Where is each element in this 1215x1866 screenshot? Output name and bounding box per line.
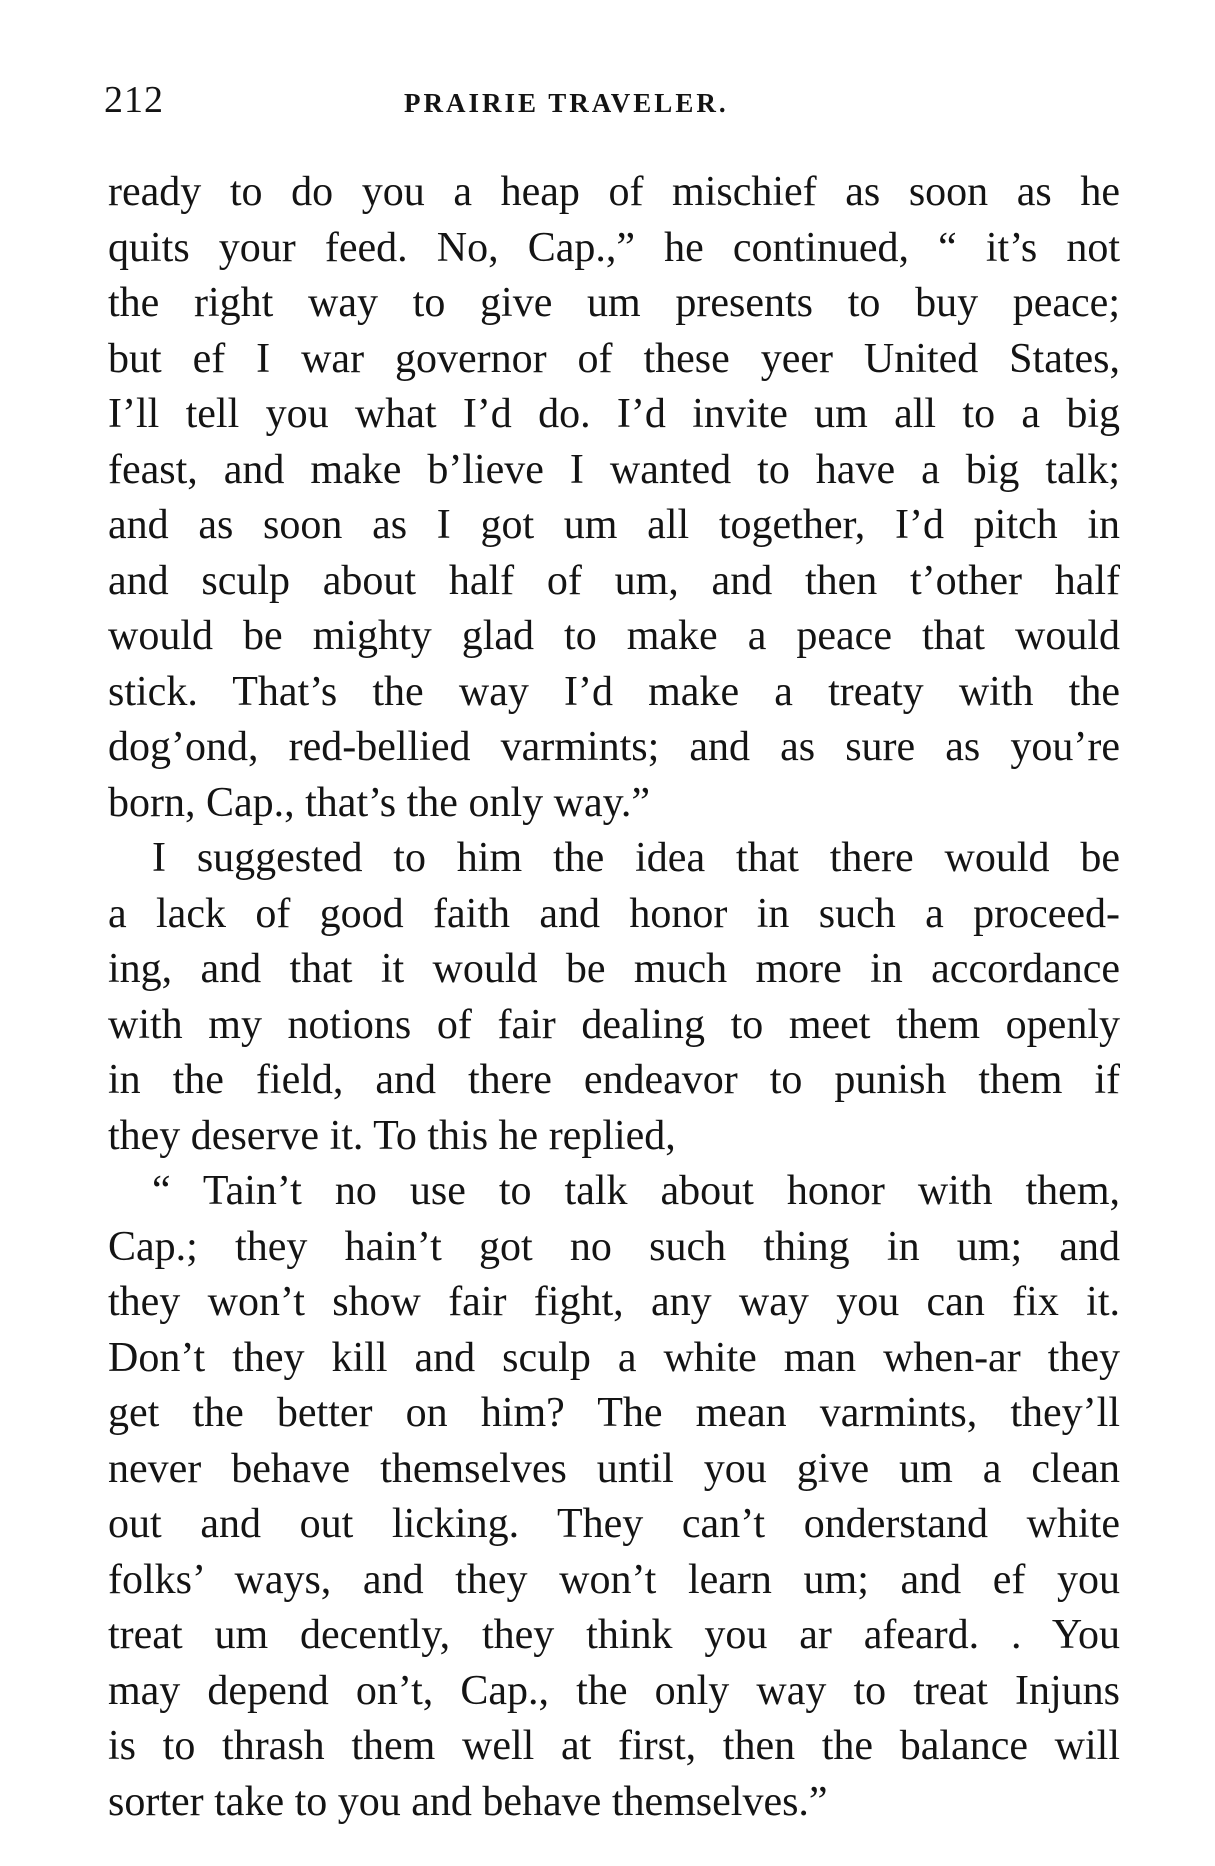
text-line: I’ll tell you what I’d do. I’d invite um all to a big bbox=[108, 391, 1120, 437]
text-line: with my notions of fair dealing to meet them openly bbox=[108, 1001, 1120, 1048]
text-line: treat um decently, they think you ar afeard. . You bbox=[108, 1612, 1120, 1658]
running-title: PRAIRIE TRAVELER. bbox=[404, 88, 729, 118]
text-line: and as soon as I got um all together, I’d pitch in bbox=[108, 502, 1120, 548]
running-header bbox=[104, 78, 1128, 128]
text-line: never behave themselves until you give um a clean bbox=[108, 1445, 1120, 1492]
text-line: but ef I war governor of these yeer United States, bbox=[108, 335, 1120, 382]
text-line: is to thrash them well at first, then the balance will bbox=[108, 1723, 1120, 1769]
text-line: and sculp about half of um, and then t’other half bbox=[108, 557, 1120, 604]
text-line: folks’ ways, and they won’t learn um; and ef you bbox=[108, 1556, 1120, 1603]
text-line: ready to do you a heap of mischief as soon as he bbox=[108, 169, 1120, 215]
text-line: ing, and that it would be much more in accordance bbox=[108, 946, 1120, 992]
text-line: would be mighty glad to make a peace that would bbox=[108, 613, 1120, 659]
text-line: stick. That’s the way I’d make a treaty with the bbox=[108, 668, 1120, 715]
text-line: sorter take to you and behave themselves.” bbox=[108, 1778, 828, 1825]
text-line: they deserve it. To this he replied, bbox=[108, 1112, 676, 1159]
text-line: may depend on’t, Cap., the only way to treat Injuns bbox=[108, 1667, 1120, 1714]
text-line: a lack of good faith and honor in such a proceed- bbox=[108, 890, 1120, 937]
text-line: quits your feed. No, Cap.,” he continued, “ it’s not bbox=[108, 224, 1120, 271]
page-number: 212 bbox=[104, 79, 164, 121]
text-line: get the better on him? The mean varmints, they’ll bbox=[108, 1390, 1120, 1436]
text-line: feast, and make b’lieve I wanted to have a big talk; bbox=[108, 446, 1120, 493]
text-line: the right way to give um presents to buy peace; bbox=[108, 280, 1120, 326]
text-line: I suggested to him the idea that there would be bbox=[152, 835, 1120, 881]
text-line: Cap.; they hain’t got no such thing in um; and bbox=[108, 1223, 1120, 1270]
text-line: dog’ond, red-bellied varmints; and as sure as you’re bbox=[108, 724, 1120, 770]
text-line: Don’t they kill and sculp a white man when-ar they bbox=[108, 1334, 1120, 1381]
text-line: they won’t show fair fight, any way you can fix it. bbox=[108, 1279, 1120, 1325]
text-line: in the field, and there endeavor to punish them if bbox=[108, 1057, 1120, 1103]
text-line: out and out licking. They can’t onderstand white bbox=[108, 1501, 1120, 1547]
body-text bbox=[108, 165, 1120, 1830]
text-line: “ Tain’t no use to talk about honor with them, bbox=[152, 1168, 1120, 1214]
text-line: born, Cap., that’s the only way.” bbox=[108, 779, 651, 826]
